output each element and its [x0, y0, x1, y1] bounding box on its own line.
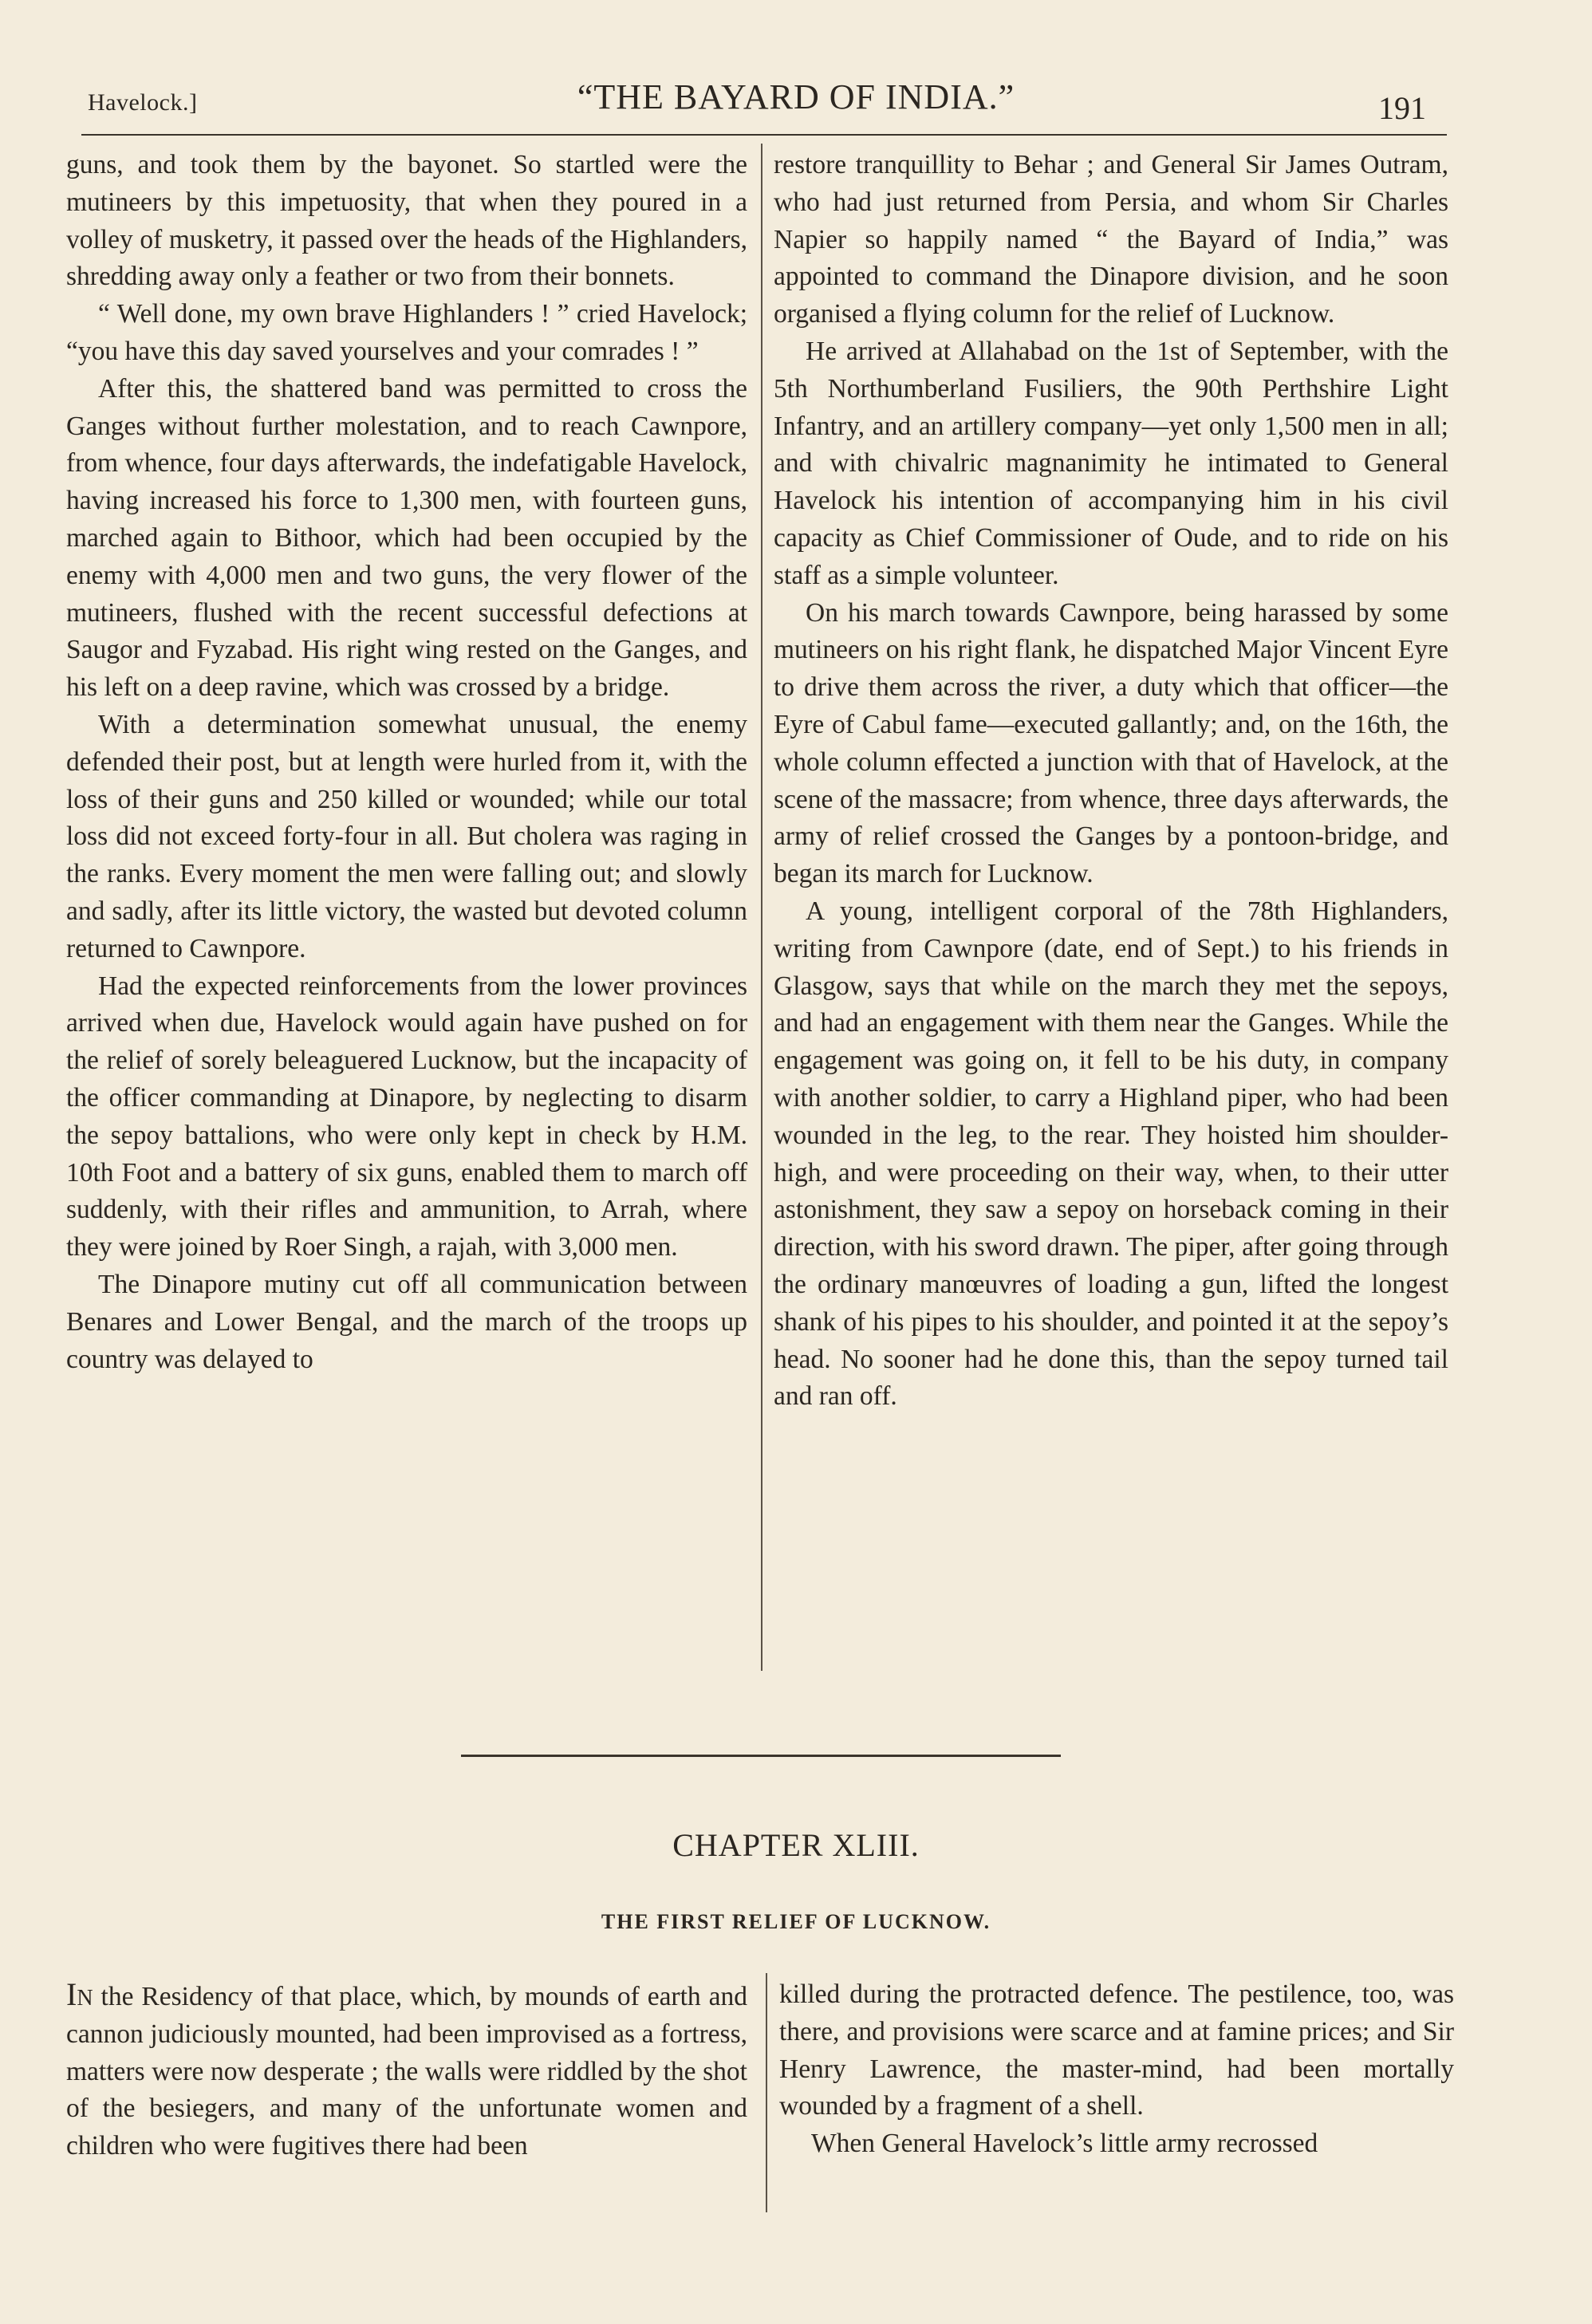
- section-rule: [461, 1755, 1061, 1757]
- paragraph: killed during the protracted defence. The pestilence, too, was there, and provisions were scarce and at famine prices; and Sir Henry Lawrence, the master-mind, had been mortally wounded by a fragment of a shell.: [779, 1979, 1454, 2121]
- paragraph: With a determination somewhat unusual, the enemy defended their post, but at length were hurled from it, with the loss of their guns and 250 killed or wounded; while our total loss did not exceed forty-four in all. But cholera was raging in the ranks. Every moment the men were falling out; and slowly and sadly, after its little victory, the wasted but devoted column returned to Cawnpore.: [66, 709, 747, 963]
- page-header: [0, 0, 1592, 152]
- upper-right-column: [774, 147, 1448, 1416]
- upper-left-column: [66, 147, 747, 1378]
- paragraph: On his march towards Cawnpore, being harassed by some mutineers on his right flank, he dispatched Major Vincent Eyre to drive them across the river, a duty which that officer—the Eyre of Cabul fame—executed gallantly; and, on the 16th, the whole column effected a junction with that of Havelock, at the scene of the massacre; from whence, three days afterwards, the army of relief crossed the Ganges by a pontoon-bridge, and began its march for Lucknow.: [774, 597, 1448, 889]
- paragraph: [66, 1976, 747, 2165]
- opening-word: In: [66, 1976, 93, 2012]
- header-rule: [81, 134, 1447, 136]
- paragraph: A young, intelligent corporal of the 78th Highlanders, writing from Cawnpore (date, end of Sept.) to his friends in Glasgow, says that while on the march they met the sepoys, and had an engagement with them near the Ganges. While the engagement was going on, it fell to be his duty, in company with another soldier, to carry a Highland piper, who had been wounded in the leg, to the rear. They hoisted him shoulder-high, and were proceeding on their way, when, to their utter astonishment, they saw a sepoy on horseback coming in their direction, with his sword drawn. The piper, after going through the ordinary manœuvres of loading a gun, lifted the longest shank of his pipes to his shoulder, and pointed it at the sepoy’s head. No sooner had he done this, than the sepoy turned tail and ran off.: [774, 896, 1448, 1412]
- lower-right-column: [779, 1976, 1454, 2163]
- page-number: 191: [1378, 90, 1426, 126]
- chapter-heading: CHAPTER XLIII.: [672, 1827, 920, 1863]
- column-divider: [766, 1973, 767, 2212]
- paragraph-text: the Residency of that place, which, by mounds of earth and cannon judiciously mounted, had been improvised as a fortress, matters were now desperate ; the walls were riddled by the shot of the besiegers, and many of the unfortunate women and children who were fugitives there had been: [66, 1982, 747, 2161]
- paragraph: “ Well done, my own brave Highlanders ! ” cried Havelock; “you have this day saved yourselves and your comrades ! ”: [66, 299, 747, 366]
- paragraph: Had the expected reinforcements from the lower provinces arrived when due, Havelock would again have pushed on for the relief of sorely beleaguered Lucknow, but the incapacity of the officer commanding at Dinapore, by neglecting to disarm the sepoy battalions, who were only kept in check by H.M. 10th Foot and a battery of six guns, enabled them to march off suddenly, with their rifles and ammunition, to Arrah, where they were joined by Roer Singh, a rajah, with 3,000 men.: [66, 971, 747, 1262]
- chapter-subtitle: THE FIRST RELIEF OF LUCKNOW.: [601, 1910, 991, 1933]
- paragraph: guns, and took them by the bayonet. So startled were the mutineers by this impetuosity, that when they poured in a volley of musketry, it passed over the heads of the Highlanders, shredding away only a feather or two from their bonnets.: [66, 150, 747, 292]
- lower-left-column: [66, 1976, 747, 2165]
- paragraph: restore tranquillity to Behar ; and General Sir James Outram, who had just returned from Persia, and whom Sir Charles Napier so happily named “ the Bayard of India,” was appointed to command the Dinapore division, and he soon organised a flying column for the relief of Lucknow.: [774, 150, 1448, 329]
- paragraph: The Dinapore mutiny cut off all communication between Benares and Lower Bengal, and the march of the troops up country was delayed to: [66, 1269, 747, 1374]
- page-title: “THE BAYARD OF INDIA.”: [577, 77, 1015, 116]
- column-divider: [761, 144, 763, 1671]
- paragraph: When General Havelock’s little army recrossed: [811, 2129, 1318, 2159]
- running-head: Havelock.]: [88, 89, 198, 116]
- paragraph: He arrived at Allahabad on the 1st of September, with the 5th Northumberland Fusiliers, the 90th Perthshire Light Infantry, and an artillery company—yet only 1,500 men in all; and with chivalric magnanimity he intimated to General Havelock his intention of accompanying him in his civil capacity as Chief Commissioner of Oude, and to ride on his staff as a simple volunteer.: [774, 336, 1448, 590]
- paragraph: After this, the shattered band was permitted to cross the Ganges without further molestation, and to reach Cawnpore, from whence, four days afterwards, the indefatigable Havelock, having increased his force to 1,300 men, with fourteen guns, marched again to Bithoor, which had been occupied by the enemy with 4,000 men and two guns, the very flower of the mutineers, flushed with the recent successful defections at Saugor and Fyzabad. His right wing rested on the Ganges, and his left on a deep ravine, which was crossed by a bridge.: [66, 373, 747, 703]
